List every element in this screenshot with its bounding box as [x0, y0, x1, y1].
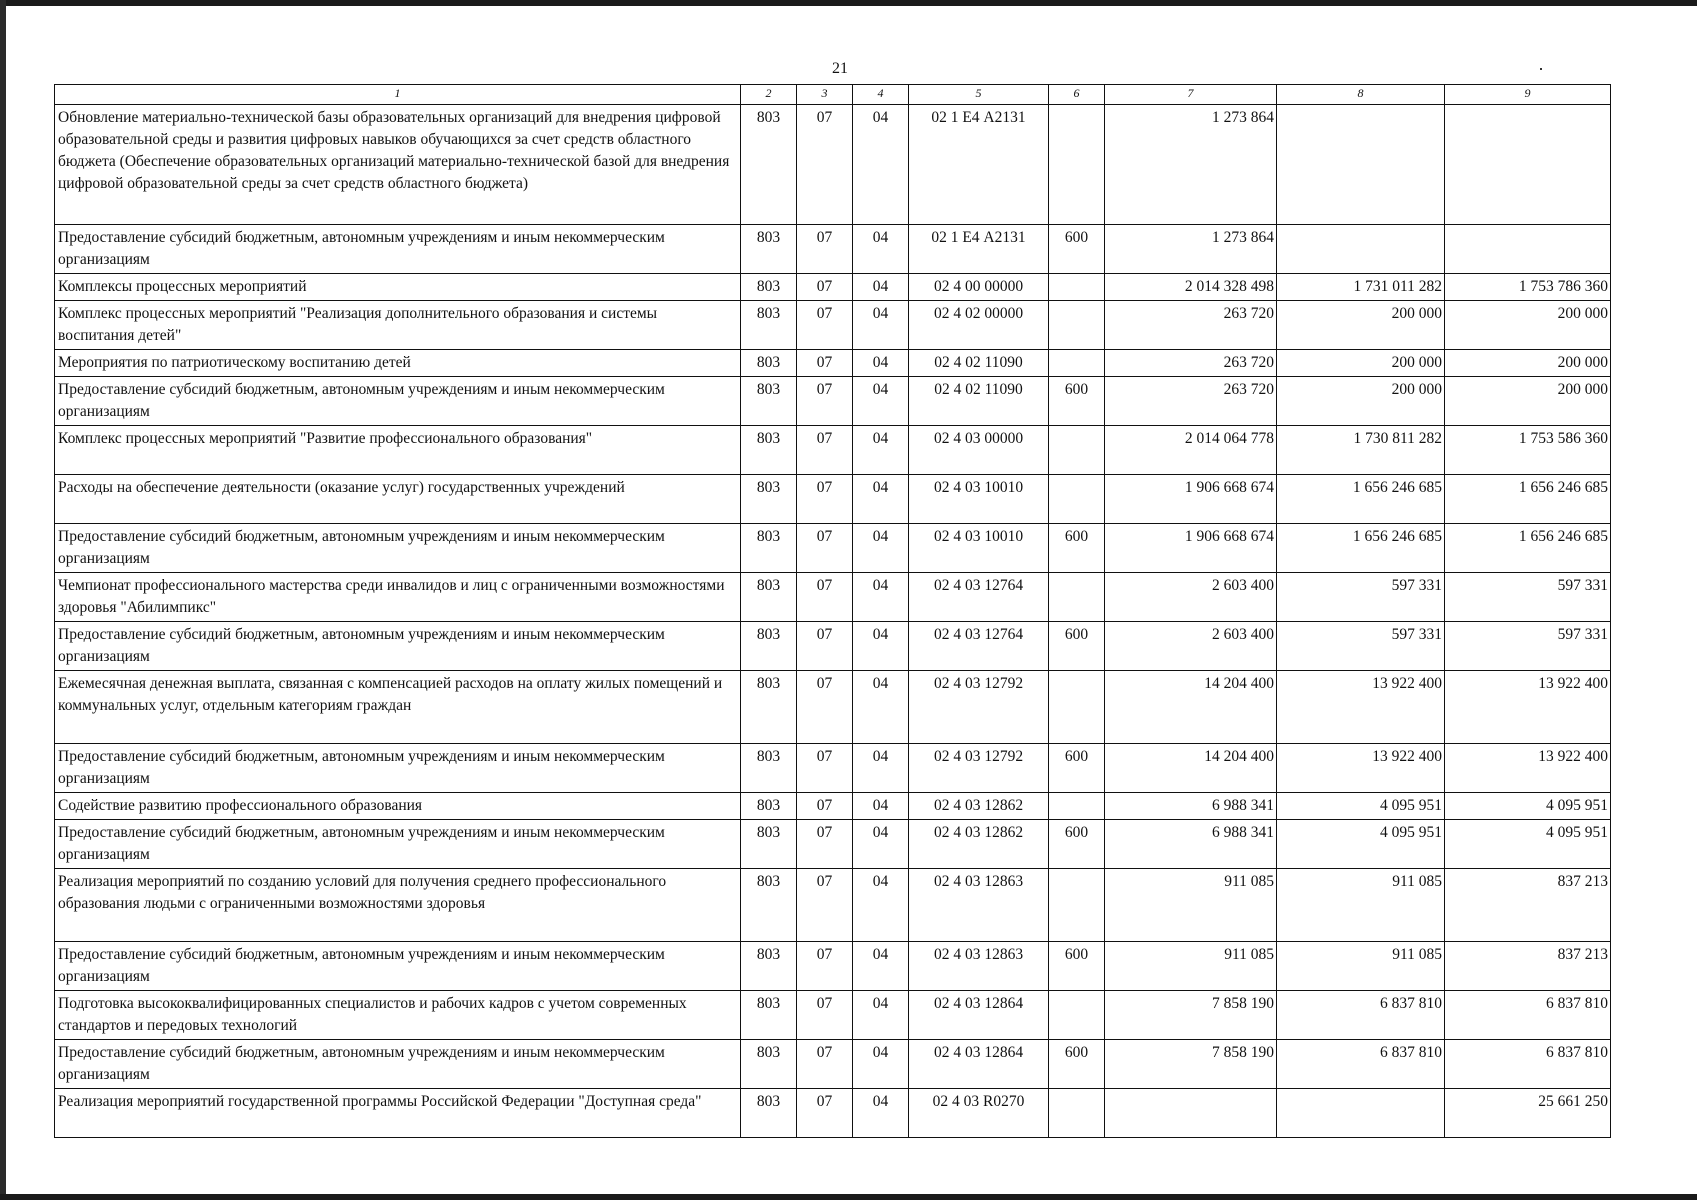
row-col-7: 7 858 190 — [1105, 1040, 1277, 1089]
row-col-6: 600 — [1049, 1040, 1105, 1089]
row-col-2: 803 — [741, 475, 797, 524]
row-col-5: 02 4 03 12863 — [909, 942, 1049, 991]
row-col-3: 07 — [797, 622, 853, 671]
row-name: Предоставление субсидий бюджетным, автономным учреждениям и иным некоммерческим организациям — [55, 942, 741, 991]
row-col-5: 02 4 00 00000 — [909, 274, 1049, 301]
row-col-2: 803 — [741, 744, 797, 793]
row-col-4: 04 — [853, 475, 909, 524]
row-col-6 — [1049, 350, 1105, 377]
row-col-4: 04 — [853, 573, 909, 622]
row-col-9: 1 656 246 685 — [1445, 475, 1611, 524]
row-col-6 — [1049, 426, 1105, 475]
row-col-8: 6 837 810 — [1277, 1040, 1445, 1089]
column-number-row — [55, 85, 1611, 105]
table-row — [55, 744, 1611, 793]
row-col-4: 04 — [853, 274, 909, 301]
row-name: Предоставление субсидий бюджетным, автономным учреждениям и иным некоммерческим организациям — [55, 1040, 741, 1089]
row-col-9: 597 331 — [1445, 573, 1611, 622]
row-col-5: 02 4 03 12792 — [909, 744, 1049, 793]
row-name: Предоставление субсидий бюджетным, автономным учреждениям и иным некоммерческим организациям — [55, 622, 741, 671]
row-col-5: 02 4 03 12864 — [909, 1040, 1049, 1089]
row-col-2: 803 — [741, 274, 797, 301]
row-name: Мероприятия по патриотическому воспитанию детей — [55, 350, 741, 377]
row-col-2: 803 — [741, 301, 797, 350]
row-col-2: 803 — [741, 991, 797, 1040]
row-col-2: 803 — [741, 1089, 797, 1138]
row-col-6 — [1049, 671, 1105, 744]
row-col-3: 07 — [797, 942, 853, 991]
row-col-9: 837 213 — [1445, 942, 1611, 991]
row-col-3: 07 — [797, 350, 853, 377]
row-col-2: 803 — [741, 573, 797, 622]
row-col-3: 07 — [797, 744, 853, 793]
row-col-8 — [1277, 105, 1445, 225]
row-col-6 — [1049, 869, 1105, 942]
row-col-8 — [1277, 1089, 1445, 1138]
page-number: 21 — [832, 60, 848, 77]
row-col-2: 803 — [741, 793, 797, 820]
row-col-2: 803 — [741, 524, 797, 573]
row-col-3: 07 — [797, 377, 853, 426]
row-name: Расходы на обеспечение деятельности (оказание услуг) государственных учреждений — [55, 475, 741, 524]
row-col-5: 02 4 03 12863 — [909, 869, 1049, 942]
scan-border-bottom — [0, 1194, 1697, 1200]
table-row — [55, 377, 1611, 426]
row-name: Подготовка высококвалифицированных специалистов и рабочих кадров с учетом современных стандартов и передовых технологий — [55, 991, 741, 1040]
row-col-6 — [1049, 1089, 1105, 1138]
row-col-2: 803 — [741, 671, 797, 744]
col-header-3: 3 — [797, 85, 853, 105]
col-header-1: 1 — [55, 85, 741, 105]
row-col-6: 600 — [1049, 225, 1105, 274]
row-col-8: 200 000 — [1277, 301, 1445, 350]
table-row — [55, 475, 1611, 524]
row-col-3: 07 — [797, 475, 853, 524]
row-name: Предоставление субсидий бюджетным, автономным учреждениям и иным некоммерческим организациям — [55, 820, 741, 869]
scan-border-left — [0, 0, 6, 1200]
row-col-7: 14 204 400 — [1105, 744, 1277, 793]
row-col-7: 6 988 341 — [1105, 820, 1277, 869]
row-col-2: 803 — [741, 820, 797, 869]
row-col-9: 597 331 — [1445, 622, 1611, 671]
row-col-9: 4 095 951 — [1445, 793, 1611, 820]
table-row — [55, 524, 1611, 573]
table-row — [55, 274, 1611, 301]
row-col-6 — [1049, 274, 1105, 301]
row-col-9: 13 922 400 — [1445, 744, 1611, 793]
row-col-5: 02 4 03 10010 — [909, 524, 1049, 573]
row-col-6 — [1049, 301, 1105, 350]
row-col-4: 04 — [853, 426, 909, 475]
row-name: Комплекс процессных мероприятий "Развитие профессионального образования" — [55, 426, 741, 475]
row-col-9: 200 000 — [1445, 350, 1611, 377]
row-col-2: 803 — [741, 225, 797, 274]
row-col-5: 02 4 03 10010 — [909, 475, 1049, 524]
row-name: Предоставление субсидий бюджетным, автономным учреждениям и иным некоммерческим организациям — [55, 524, 741, 573]
table-row — [55, 105, 1611, 225]
row-name: Комплексы процессных мероприятий — [55, 274, 741, 301]
row-name: Чемпионат профессионального мастерства среди инвалидов и лиц с ограниченными возможностями здоровья "Абилимпикс" — [55, 573, 741, 622]
row-col-2: 803 — [741, 105, 797, 225]
row-col-3: 07 — [797, 793, 853, 820]
row-col-6: 600 — [1049, 622, 1105, 671]
row-col-5: 02 1 Е4 А2131 — [909, 105, 1049, 225]
row-col-7: 6 988 341 — [1105, 793, 1277, 820]
row-col-9: 6 837 810 — [1445, 1040, 1611, 1089]
row-col-2: 803 — [741, 622, 797, 671]
row-col-3: 07 — [797, 991, 853, 1040]
row-col-3: 07 — [797, 1040, 853, 1089]
budget-table — [54, 84, 1611, 1138]
row-col-6: 600 — [1049, 820, 1105, 869]
table-row — [55, 350, 1611, 377]
row-col-9: 200 000 — [1445, 377, 1611, 426]
col-header-2: 2 — [741, 85, 797, 105]
table-row — [55, 820, 1611, 869]
row-col-3: 07 — [797, 225, 853, 274]
row-col-9: 1 753 586 360 — [1445, 426, 1611, 475]
row-col-3: 07 — [797, 426, 853, 475]
table-row — [55, 301, 1611, 350]
scan-speck — [1540, 68, 1542, 70]
row-col-7: 263 720 — [1105, 350, 1277, 377]
table-row — [55, 426, 1611, 475]
row-col-5: 02 4 02 11090 — [909, 377, 1049, 426]
row-col-9: 25 661 250 — [1445, 1089, 1611, 1138]
row-col-5: 02 4 03 12862 — [909, 793, 1049, 820]
row-col-4: 04 — [853, 225, 909, 274]
row-col-9 — [1445, 105, 1611, 225]
row-col-8: 4 095 951 — [1277, 820, 1445, 869]
scan-border-top — [0, 0, 1697, 6]
row-col-2: 803 — [741, 350, 797, 377]
row-col-7: 911 085 — [1105, 869, 1277, 942]
row-col-6: 600 — [1049, 744, 1105, 793]
row-col-5: 02 4 03 00000 — [909, 426, 1049, 475]
row-col-2: 803 — [741, 377, 797, 426]
table-row — [55, 793, 1611, 820]
col-header-8: 8 — [1277, 85, 1445, 105]
row-col-5: 02 4 02 11090 — [909, 350, 1049, 377]
row-col-4: 04 — [853, 671, 909, 744]
row-col-3: 07 — [797, 274, 853, 301]
row-col-7: 1 273 864 — [1105, 225, 1277, 274]
row-col-7: 1 906 668 674 — [1105, 524, 1277, 573]
row-col-5: 02 4 03 12764 — [909, 573, 1049, 622]
row-col-4: 04 — [853, 942, 909, 991]
col-header-4: 4 — [853, 85, 909, 105]
row-col-7: 1 273 864 — [1105, 105, 1277, 225]
row-col-7: 7 858 190 — [1105, 991, 1277, 1040]
row-col-4: 04 — [853, 105, 909, 225]
row-col-9: 200 000 — [1445, 301, 1611, 350]
row-col-5: 02 4 03 12764 — [909, 622, 1049, 671]
row-col-6: 600 — [1049, 942, 1105, 991]
row-col-8: 13 922 400 — [1277, 744, 1445, 793]
col-header-5: 5 — [909, 85, 1049, 105]
row-col-3: 07 — [797, 820, 853, 869]
row-col-8: 1 730 811 282 — [1277, 426, 1445, 475]
row-col-6 — [1049, 475, 1105, 524]
row-col-3: 07 — [797, 1089, 853, 1138]
row-col-6: 600 — [1049, 377, 1105, 426]
row-col-3: 07 — [797, 869, 853, 942]
row-col-4: 04 — [853, 350, 909, 377]
row-col-4: 04 — [853, 622, 909, 671]
row-col-6 — [1049, 793, 1105, 820]
row-col-8: 597 331 — [1277, 622, 1445, 671]
table-row — [55, 1040, 1611, 1089]
row-col-8: 13 922 400 — [1277, 671, 1445, 744]
row-col-7: 2 014 328 498 — [1105, 274, 1277, 301]
row-col-7 — [1105, 1089, 1277, 1138]
row-col-8: 200 000 — [1277, 377, 1445, 426]
row-name: Комплекс процессных мероприятий "Реализация дополнительного образования и системы воспитания детей" — [55, 301, 741, 350]
row-col-8: 6 837 810 — [1277, 991, 1445, 1040]
row-col-8: 1 731 011 282 — [1277, 274, 1445, 301]
row-col-4: 04 — [853, 793, 909, 820]
row-col-5: 02 4 03 12864 — [909, 991, 1049, 1040]
table-row — [55, 942, 1611, 991]
row-col-9: 837 213 — [1445, 869, 1611, 942]
row-col-7: 911 085 — [1105, 942, 1277, 991]
row-col-7: 2 014 064 778 — [1105, 426, 1277, 475]
row-col-5: 02 4 02 00000 — [909, 301, 1049, 350]
row-col-3: 07 — [797, 573, 853, 622]
row-col-4: 04 — [853, 820, 909, 869]
row-col-7: 14 204 400 — [1105, 671, 1277, 744]
row-col-8: 597 331 — [1277, 573, 1445, 622]
row-col-8: 911 085 — [1277, 869, 1445, 942]
row-col-5: 02 4 03 12792 — [909, 671, 1049, 744]
row-col-4: 04 — [853, 869, 909, 942]
row-col-7: 263 720 — [1105, 377, 1277, 426]
row-col-6 — [1049, 573, 1105, 622]
row-name: Предоставление субсидий бюджетным, автономным учреждениям и иным некоммерческим организациям — [55, 225, 741, 274]
row-name: Предоставление субсидий бюджетным, автономным учреждениям и иным некоммерческим организациям — [55, 377, 741, 426]
row-col-4: 04 — [853, 377, 909, 426]
row-col-2: 803 — [741, 1040, 797, 1089]
table-row — [55, 225, 1611, 274]
table-body — [55, 105, 1611, 1138]
row-name: Реализация мероприятий по созданию условий для получения среднего профессионального образования людьми с ограниченными возможностями здоровья — [55, 869, 741, 942]
row-name: Предоставление субсидий бюджетным, автономным учреждениям и иным некоммерческим организациям — [55, 744, 741, 793]
row-col-8: 1 656 246 685 — [1277, 524, 1445, 573]
row-col-7: 2 603 400 — [1105, 573, 1277, 622]
row-col-4: 04 — [853, 524, 909, 573]
row-col-3: 07 — [797, 105, 853, 225]
table-row — [55, 1089, 1611, 1138]
table-row — [55, 671, 1611, 744]
row-col-9 — [1445, 225, 1611, 274]
row-col-7: 263 720 — [1105, 301, 1277, 350]
row-name: Содействие развитию профессионального образования — [55, 793, 741, 820]
row-col-8 — [1277, 225, 1445, 274]
row-col-3: 07 — [797, 524, 853, 573]
row-name: Реализация мероприятий государственной программы Российской Федерации "Доступная среда" — [55, 1089, 741, 1138]
row-col-6 — [1049, 105, 1105, 225]
row-col-4: 04 — [853, 991, 909, 1040]
row-col-7: 1 906 668 674 — [1105, 475, 1277, 524]
row-col-9: 6 837 810 — [1445, 991, 1611, 1040]
row-col-9: 1 753 786 360 — [1445, 274, 1611, 301]
row-col-3: 07 — [797, 301, 853, 350]
row-col-4: 04 — [853, 301, 909, 350]
table-row — [55, 869, 1611, 942]
row-col-6: 600 — [1049, 524, 1105, 573]
table-row — [55, 573, 1611, 622]
col-header-6: 6 — [1049, 85, 1105, 105]
row-col-9: 1 656 246 685 — [1445, 524, 1611, 573]
row-col-2: 803 — [741, 426, 797, 475]
table-row — [55, 622, 1611, 671]
row-col-5: 02 1 Е4 А2131 — [909, 225, 1049, 274]
row-col-5: 02 4 03 12862 — [909, 820, 1049, 869]
row-col-9: 4 095 951 — [1445, 820, 1611, 869]
row-col-4: 04 — [853, 1040, 909, 1089]
row-col-8: 1 656 246 685 — [1277, 475, 1445, 524]
row-col-2: 803 — [741, 942, 797, 991]
col-header-9: 9 — [1445, 85, 1611, 105]
row-col-7: 2 603 400 — [1105, 622, 1277, 671]
row-col-2: 803 — [741, 869, 797, 942]
row-col-9: 13 922 400 — [1445, 671, 1611, 744]
row-col-8: 4 095 951 — [1277, 793, 1445, 820]
row-name: Обновление материально-технической базы образовательных организаций для внедрения цифровой образовательной среды и развития цифровых навыков обучающихся за счет средств областного бюджета (Обеспечение образовательных организаций материально-технической базой для внедрения цифровой образовательной среды за счет средств областного бюджета) — [55, 105, 741, 225]
col-header-7: 7 — [1105, 85, 1277, 105]
table-row — [55, 991, 1611, 1040]
row-col-3: 07 — [797, 671, 853, 744]
row-col-8: 911 085 — [1277, 942, 1445, 991]
row-col-8: 200 000 — [1277, 350, 1445, 377]
row-col-4: 04 — [853, 1089, 909, 1138]
row-col-6 — [1049, 991, 1105, 1040]
row-col-4: 04 — [853, 744, 909, 793]
row-name: Ежемесячная денежная выплата, связанная с компенсацией расходов на оплату жилых помещений и коммунальных услуг, отдельным категориям граждан — [55, 671, 741, 744]
row-col-5: 02 4 03 R0270 — [909, 1089, 1049, 1138]
